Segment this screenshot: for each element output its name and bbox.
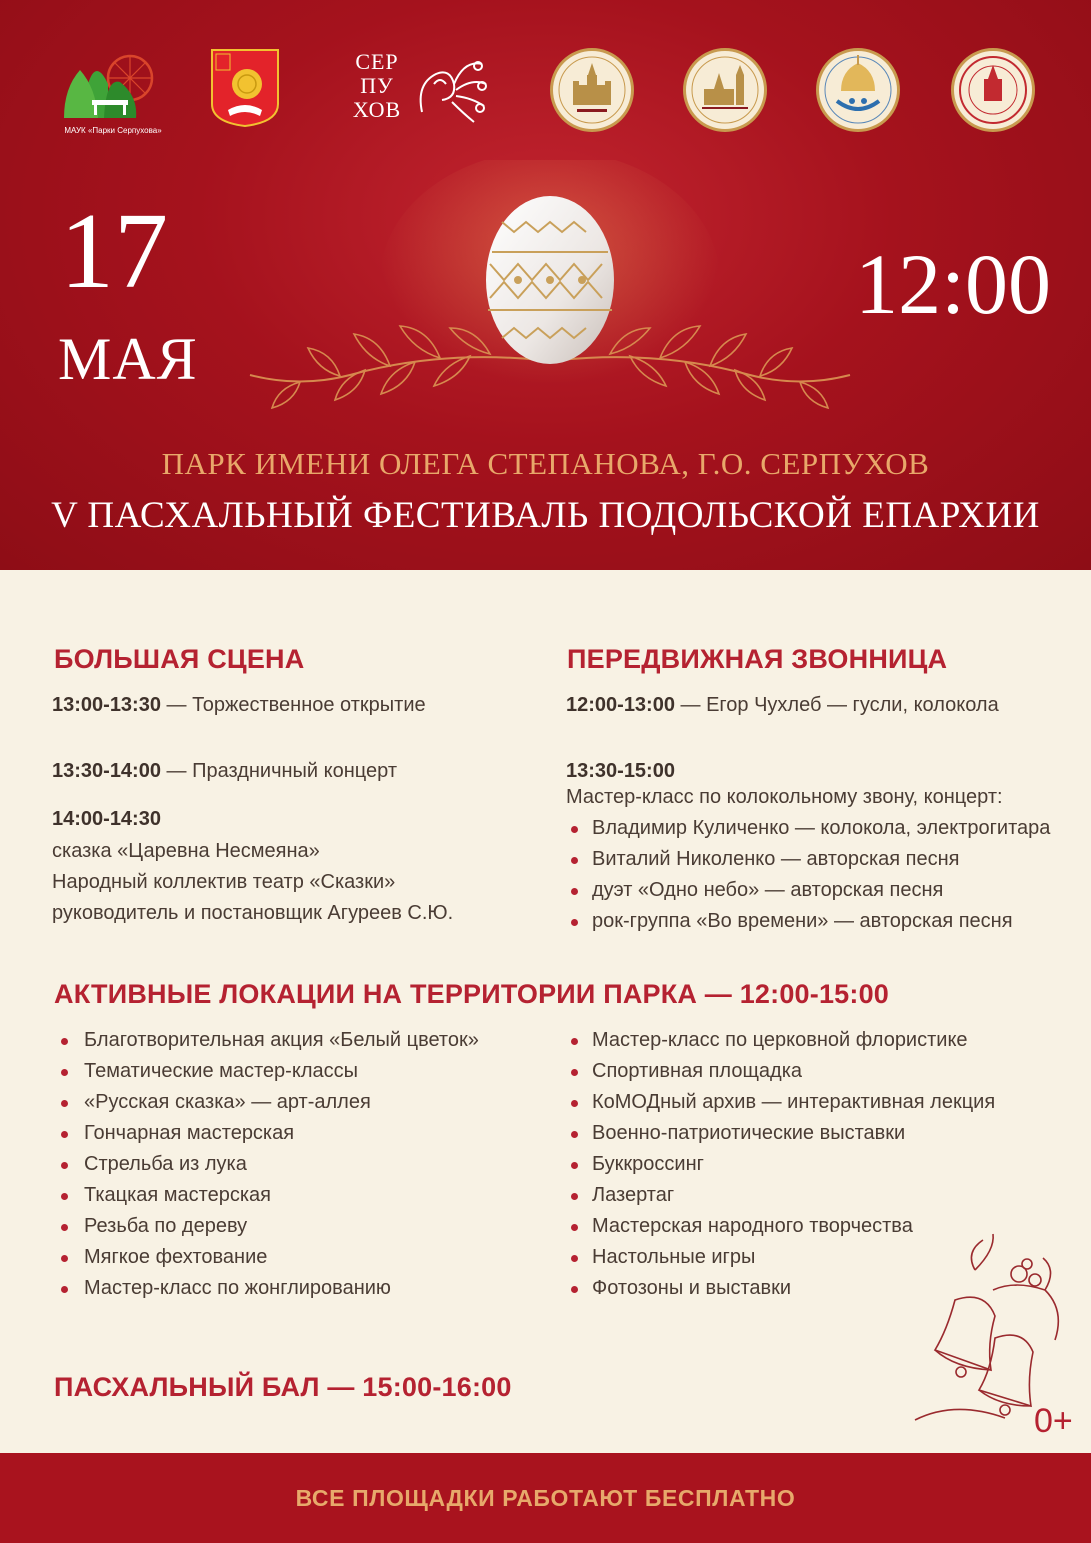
easter-egg-illustration bbox=[240, 160, 860, 440]
partner-logos bbox=[0, 40, 1091, 140]
list-item: Гончарная мастерская bbox=[56, 1118, 479, 1149]
eparchy-emblem-3-icon bbox=[816, 48, 900, 132]
big-stage-item-2 bbox=[52, 758, 397, 784]
list-item: Буккроссинг bbox=[566, 1149, 995, 1180]
list-item: Военно-патриотические выставки bbox=[566, 1118, 995, 1149]
list-item: Мастер-класс по жонглированию bbox=[56, 1273, 479, 1304]
eparchy-emblem-4-icon bbox=[951, 48, 1035, 132]
bell-tower-item-1 bbox=[566, 692, 999, 718]
bell-tower-title: ПЕРЕДВИЖНАЯ ЗВОННИЦА bbox=[567, 644, 948, 674]
big-stage-item-1-time: 13:00-13:30 bbox=[52, 694, 161, 716]
coat-of-arms-icon bbox=[210, 48, 280, 128]
list-item: дуэт «Одно небо» — авторская песня bbox=[566, 875, 1050, 906]
footer-banner bbox=[0, 1453, 1091, 1543]
big-stage-item-3-details bbox=[52, 836, 453, 929]
list-item: Резьба по дереву bbox=[56, 1211, 479, 1242]
parks-logo-caption: МАУК «Парки Серпухова» bbox=[64, 126, 162, 135]
list-item: Спортивная площадка bbox=[566, 1056, 995, 1087]
list-item: Мягкое фехтование bbox=[56, 1242, 479, 1273]
bell-tower-item-2-time: 13:30-15:00 bbox=[566, 760, 675, 782]
big-stage-item-3-time: 14:00-14:30 bbox=[52, 808, 161, 830]
bell-tower-item-2-text: Мастер-класс по колокольному звону, концерт: bbox=[566, 786, 1003, 808]
bell-tower-item-1-time: 12:00-13:00 bbox=[566, 694, 675, 716]
big-stage-item-3-line-3: руководитель и постановщик Агуреев С.Ю. bbox=[52, 902, 454, 924]
footer-free-entry-text: ВСЕ ПЛОЩАДКИ РАБОТАЮТ БЕСПЛАТНО bbox=[295, 1485, 796, 1511]
eparchy-emblem-2-icon bbox=[683, 48, 767, 132]
list-item: Настольные игры bbox=[566, 1242, 995, 1273]
big-stage-title: БОЛЬШАЯ СЦЕНА bbox=[54, 644, 305, 674]
big-stage-item-3-time-row bbox=[52, 806, 161, 832]
list-item: «Русская сказка» — арт-аллея bbox=[56, 1087, 479, 1118]
list-item: Благотворительная акция «Белый цветок» bbox=[56, 1025, 479, 1056]
active-locations-title: АКТИВНЫЕ ЛОКАЦИИ НА ТЕРРИТОРИИ ПАРКА — 12:00-15:00 bbox=[54, 979, 890, 1009]
big-stage-item-1-text: — Торжественное открытие bbox=[160, 694, 426, 716]
bells-icon bbox=[895, 1230, 1075, 1430]
event-start-time: 12:00 bbox=[855, 236, 1051, 332]
big-stage-item-2-time: 13:30-14:00 bbox=[52, 760, 161, 782]
bell-tower-item-2-time-row bbox=[566, 758, 675, 784]
bell-tower-performers-list bbox=[566, 813, 1050, 937]
list-item: Фотозоны и выставки bbox=[566, 1273, 995, 1304]
bell-tower-item-1-text: — Егор Чухлеб — гусли, колокола bbox=[674, 694, 999, 716]
parks-logo bbox=[58, 48, 168, 135]
list-item: Владимир Куличенко — колокола, электрогитара bbox=[566, 813, 1050, 844]
header-banner bbox=[0, 0, 1091, 570]
list-item: Лазертаг bbox=[566, 1180, 995, 1211]
list-item: Мастерская народного творчества bbox=[566, 1211, 995, 1242]
active-locations-left-list bbox=[56, 1025, 479, 1304]
serpukhov-word-1: СЕР bbox=[355, 49, 399, 74]
list-item: Виталий Николенко — авторская песня bbox=[566, 844, 1050, 875]
list-item: рок-группа «Во времени» — авторская песня bbox=[566, 906, 1050, 937]
big-stage-item-2-text: — Праздничный концерт bbox=[160, 760, 398, 782]
list-item: Мастер-класс по церковной флористике bbox=[566, 1025, 995, 1056]
big-stage-item-3-line-1: сказка «Царевна Несмеяна» bbox=[52, 840, 320, 862]
festival-title: V ПАСХАЛЬНЫЙ ФЕСТИВАЛЬ ПОДОЛЬСКОЙ ЕПАРХИИ bbox=[51, 495, 1040, 536]
serpukhov-word-3: ХОВ bbox=[352, 97, 402, 122]
list-item: Тематические мастер-классы bbox=[56, 1056, 479, 1087]
serpukhov-word-2: ПУ bbox=[360, 73, 394, 98]
event-month: МАЯ bbox=[58, 326, 198, 392]
list-item: Ткацкая мастерская bbox=[56, 1180, 479, 1211]
big-stage-item-3-line-2: Народный коллектив театр «Сказки» bbox=[52, 871, 396, 893]
event-day: 17 bbox=[60, 192, 168, 311]
list-item: КоМОДный архив — интерактивная лекция bbox=[566, 1087, 995, 1118]
venue-name: ПАРК ИМЕНИ ОЛЕГА СТЕПАНОВА, Г.О. СЕРПУХОВ bbox=[161, 446, 930, 481]
peacock-icon bbox=[412, 54, 488, 126]
eparchy-emblem-1-icon bbox=[550, 48, 634, 132]
serpukhov-logo bbox=[348, 50, 488, 128]
age-rating-badge: 0+ bbox=[1034, 1402, 1073, 1440]
list-item: Стрельба из лука bbox=[56, 1149, 479, 1180]
easter-ball-title: ПАСХАЛЬНЫЙ БАЛ — 15:00-16:00 bbox=[54, 1372, 512, 1402]
big-stage-item-1 bbox=[52, 692, 426, 718]
